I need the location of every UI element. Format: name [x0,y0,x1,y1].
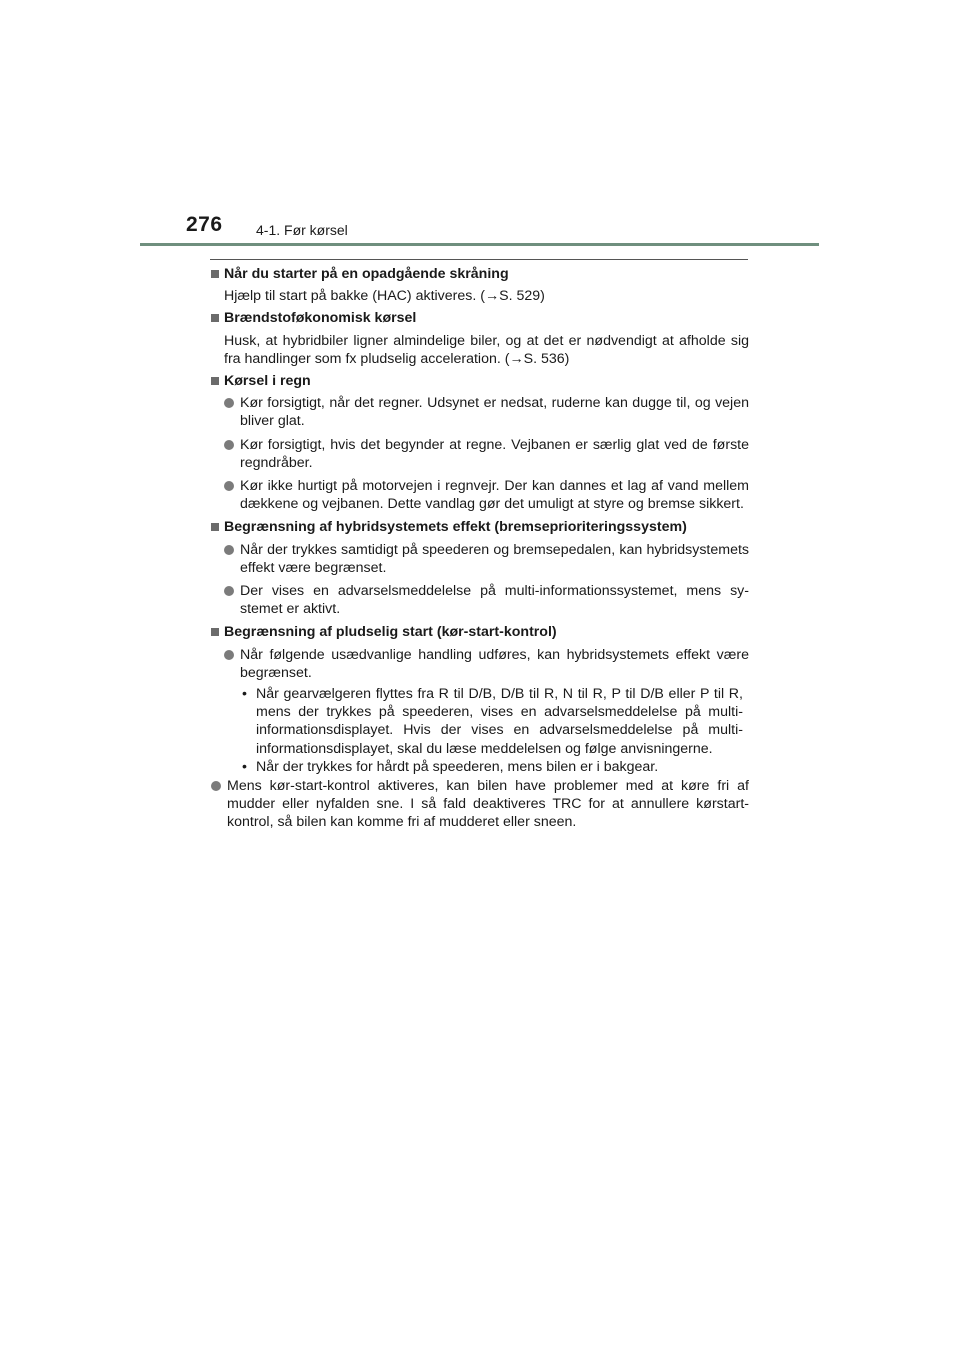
square-bullet-icon [211,270,219,278]
section-text: Hjælp til start på bakke (HAC) aktiveres. (→S. 529) [224,288,545,305]
bullet-text: Kør ikke hurtigt på motorvejen i regnvejr. Der kan dannes et lag af vand mellem dækkene og vejbanen. Dette vandlag gør det umuligt at styre og bremse sikkert. [240,478,749,513]
section-hybrid-limit [211,518,749,618]
list-item [211,541,749,577]
list-item [211,646,749,682]
circle-bullet-icon [224,481,234,491]
list-item [211,582,749,618]
sub-list-item [240,685,749,758]
bullet-text: Kør forsigtigt, når det regner. Udsynet er nedsat, ruderne kan dugge til, og vejen bliver glat. [240,395,749,430]
circle-bullet-icon [224,650,234,660]
section-rain-driving [211,372,749,513]
section-drive-start-control [211,623,749,831]
section-heading: Begrænsning af pludselig start (kør-start-kontrol) [224,624,557,641]
square-bullet-icon [211,628,219,636]
circle-bullet-icon [224,586,234,596]
bullet-text: Kør forsigtigt, hvis det begynder at regne. Vejbanen er særlig glat ved de første regndråber. [240,436,749,471]
page-number: 276 [186,213,223,236]
sub-list-item [240,758,749,776]
circle-bullet-icon [224,545,234,555]
content [211,265,749,837]
list-item [211,436,749,472]
section-heading: Når du starter på en opadgående skråning [224,266,509,282]
bullet-text: Når der trykkes samtidigt på speederen og bremsepedalen, kan hybridsystemets effekt være begrænset. [240,541,749,576]
sub-item-text: Når der trykkes for hårdt på speederen, mens bilen er i bakgear. [256,758,659,775]
section-hill-start [211,265,749,305]
sub-bullet-marker: • [242,686,247,703]
list-item [211,477,749,513]
circle-bullet-icon [224,440,234,450]
content-rule [210,259,748,260]
circle-bullet-icon [211,781,221,791]
section-fuel-economy [211,309,749,368]
circle-bullet-icon [224,398,234,408]
square-bullet-icon [211,314,219,322]
section-heading: Kørsel i regn [224,373,311,390]
section-title: 4-1. Før kørsel [256,222,348,238]
bullet-text: Mens kør-start-kontrol aktiveres, kan bilen have problemer med at køre fri af mudder eller nyfalden sne. I så fald deaktiveres TRC for at annullere kørstart-kontrol, så bilen kan komme fri af mudderet eller sneen. [227,778,749,831]
section-heading: Begrænsning af hybridsystemets effekt (bremseprioriteringssystem) [224,519,687,536]
section-text: Husk, at hybridbiler ligner almindelige biler, og at det er nødvendigt at afholde sig fra handlinger som fx pludselig acceleration. (→S. 536) [224,332,749,367]
sub-list [211,685,749,776]
sub-bullet-marker: • [242,758,247,775]
section-heading: Brændstoføkonomisk kørsel [224,310,417,327]
square-bullet-icon [211,377,219,385]
bullet-text: Der vises en advarselsmeddelelse på multi-informationssystemet, mens systemet er aktivt. [240,583,749,618]
list-item [211,777,749,832]
list-item [211,394,749,430]
header-rule [140,243,819,246]
square-bullet-icon [211,523,219,531]
sub-item-text: Når gearvælgeren flyttes fra R til D/B, D/B til R, N til R, P til D/B eller P til R, mens der trykkes på speederen, vises en advarselsmeddelelse på multi-informationsdisplayet. Hvis der vises en advarselsmeddelelse på multi-informationsdisplayet, skal du læse meddelelsen og følge anvisningerne. [256,686,743,757]
bullet-text: Når følgende usædvanlige handling udføres, kan hybridsystemets effekt være begrænset. [240,646,749,681]
